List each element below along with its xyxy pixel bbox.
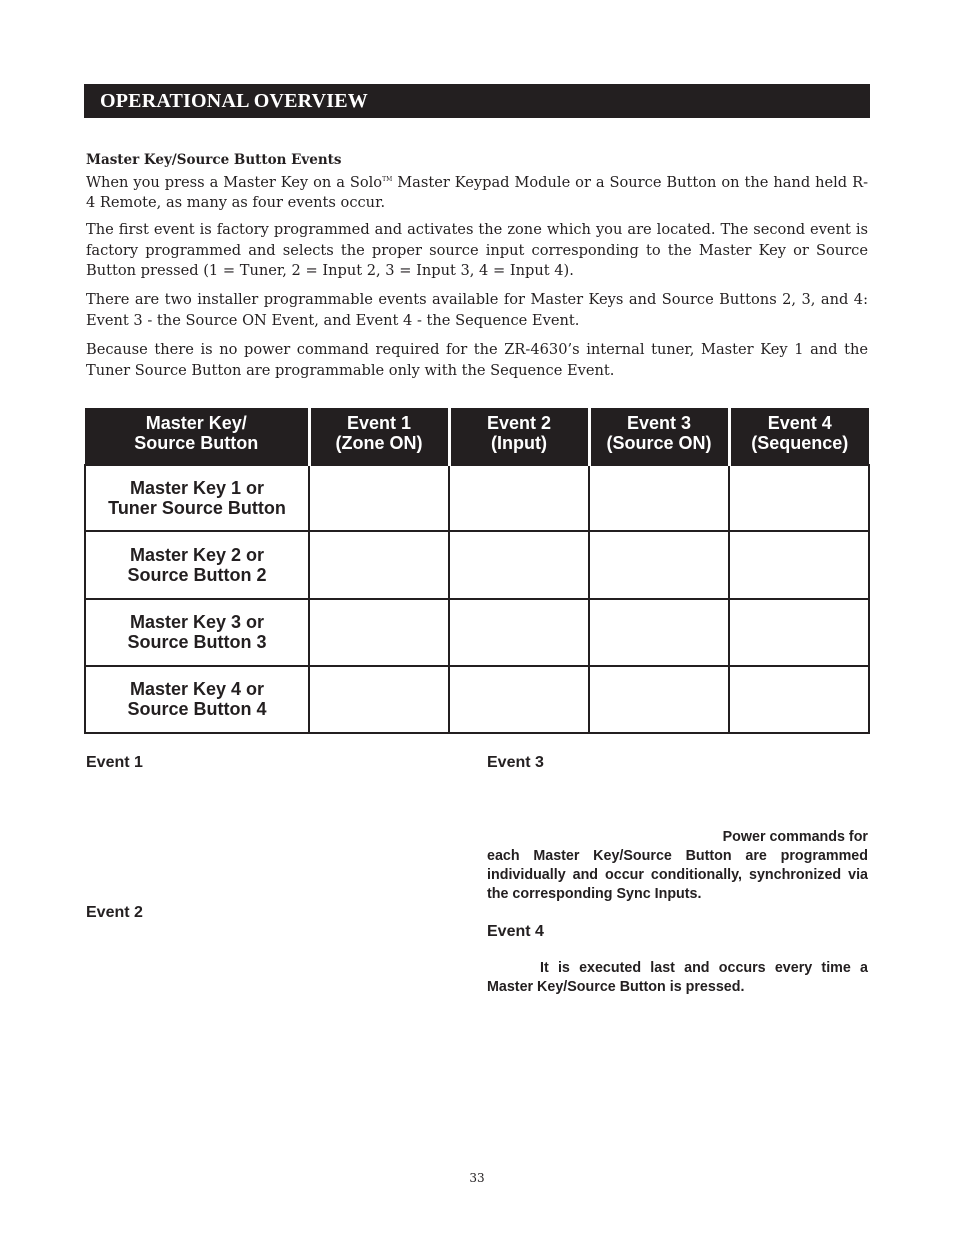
table-cell: [449, 465, 589, 531]
trademark-mark: TM: [382, 176, 393, 183]
table-cell: [449, 666, 589, 733]
table-cell: [309, 465, 449, 531]
table-row: [85, 465, 869, 531]
row-label: Master Key 3 or Source Button 3: [85, 599, 309, 666]
table-cell: [309, 666, 449, 733]
table-header-row: [85, 408, 869, 465]
event-4-text-line1: It is executed last and occurs every time a: [540, 960, 868, 976]
section-heading: Master Key/Source Button Events: [86, 152, 342, 168]
header-event-3: Event 3 (Source ON): [589, 408, 729, 465]
table-cell: [729, 531, 869, 598]
event-4-label: Event 4: [487, 923, 544, 940]
table-cell: [309, 599, 449, 666]
table-cell: [729, 465, 869, 531]
table-row: [85, 666, 869, 733]
event-4-text: Master Key/Source Button is pressed.: [487, 979, 745, 995]
table-cell: [309, 531, 449, 598]
table-cell: [449, 599, 589, 666]
table-row: [85, 599, 869, 666]
section-banner: [84, 84, 870, 118]
events-table: [84, 408, 870, 734]
paragraph-installer-events: There are two installer programmable events available for Master Keys and Source Buttons 2, 3, and 4: Event 3 - the Source ON Event, and Event 4 - the Sequence Event.: [86, 291, 868, 329]
intro-text-a: When you press a Master Key on a Solo: [86, 173, 383, 191]
row-label: Master Key 4 or Source Button 4: [85, 666, 309, 733]
intro-text-b: Master Keypad Module or a Source Button on the hand held R-4 Remote, as many as four events occur.: [86, 173, 868, 212]
event-2-label: Event 2: [86, 904, 143, 921]
table-cell: [729, 599, 869, 666]
event-3-text: each Master Key/Source Button are programmed individually and occur conditionally, synchronized via the corresponding Sync Inputs.: [487, 848, 868, 902]
page-title: OPERATIONAL OVERVIEW: [100, 90, 368, 112]
table-cell: [589, 666, 729, 733]
table-cell: [589, 599, 729, 666]
row-label: Master Key 1 or Tuner Source Button: [85, 465, 309, 531]
table-cell: [589, 465, 729, 531]
header-master-key: Master Key/ Source Button: [85, 408, 309, 465]
header-event-2: Event 2 (Input): [449, 408, 589, 465]
event-1-label: Event 1: [86, 754, 143, 771]
paragraph-factory-events: The first event is factory programmed and activates the zone which you are located. The second event is factory programmed and selects the proper source input corresponding to the Master Key or Source Button pressed (1 = Tuner, 2 = Input 2, 3 = Input 3, 4 = Input 4).: [86, 221, 868, 279]
paragraph-intro: [86, 170, 868, 214]
table-cell: [729, 666, 869, 733]
table-row: [85, 531, 869, 598]
table-cell: [589, 531, 729, 598]
event-3-text-line1: Power commands for: [722, 829, 868, 845]
table-cell: [449, 531, 589, 598]
header-event-4: Event 4 (Sequence): [729, 408, 869, 465]
event-3-label: Event 3: [487, 754, 544, 771]
page-number: 33: [469, 1171, 485, 1185]
header-event-1: Event 1 (Zone ON): [309, 408, 449, 465]
paragraph-tuner-note: Because there is no power command required for the ZR-4630’s internal tuner, Master Key 1 and the Tuner Source Button are programmable only with the Sequence Event.: [86, 341, 868, 379]
row-label: Master Key 2 or Source Button 2: [85, 531, 309, 598]
